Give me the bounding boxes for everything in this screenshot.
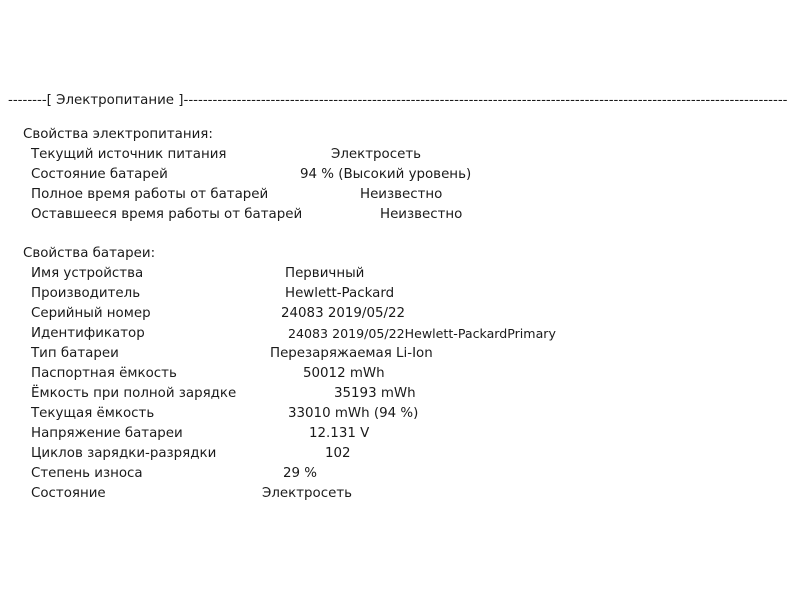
battery-row-label: Состояние [31, 486, 106, 501]
battery-row-value: Электросеть [262, 486, 353, 501]
battery-row-label: Степень износа [31, 466, 143, 481]
battery-row-value: 50012 mWh [303, 366, 385, 381]
battery-row-label: Текущая ёмкость [31, 406, 155, 421]
power-row-label: Полное время работы от батарей [31, 187, 269, 202]
battery-section-heading: Свойства батареи: [23, 246, 156, 261]
battery-row-label: Циклов зарядки-разрядки [31, 446, 217, 461]
power-row-label: Состояние батарей [31, 167, 168, 182]
battery-row-label: Напряжение батареи [31, 426, 183, 441]
power-row-label: Текущий источник питания [31, 147, 227, 162]
battery-row-value: Первичный [285, 266, 365, 281]
battery-row-label: Серийный номер [31, 306, 151, 321]
battery-row-value: 35193 mWh [334, 386, 416, 401]
battery-row-value: 24083 2019/05/22 [281, 306, 406, 321]
battery-row-value: Hewlett-Packard [285, 286, 395, 301]
battery-row-value: 24083 2019/05/22Hewlett-PackardPrimary [288, 326, 556, 341]
battery-row-label: Производитель [31, 286, 141, 301]
battery-row-value: 29 % [283, 466, 318, 481]
power-section-heading: Свойства электропитания: [23, 127, 213, 142]
section-header-line [8, 92, 788, 110]
battery-row-value: 102 [325, 446, 351, 461]
header-left-dashes: --------[ [8, 93, 52, 108]
battery-row-label: Имя устройства [31, 266, 144, 281]
battery-row-value: 33010 mWh (94 %) [288, 406, 419, 421]
header-right-dashes: ]----------------------------------------------------------------------------------------------------------------------------- [178, 93, 788, 108]
battery-row-label: Идентификатор [31, 326, 145, 341]
power-row-value: 94 % (Высокий уровень) [300, 167, 472, 182]
battery-row-label: Ёмкость при полной зарядке [31, 386, 237, 401]
power-row-value: Неизвестно [360, 187, 443, 202]
power-row-label: Оставшееся время работы от батарей [31, 207, 303, 222]
battery-row-value: 12.131 V [309, 426, 370, 441]
battery-row-label: Паспортная ёмкость [31, 366, 177, 381]
power-row-value: Неизвестно [380, 207, 463, 222]
battery-row-value: Перезаряжаемая Li-Ion [270, 346, 433, 361]
power-row-value: Электросеть [331, 147, 422, 162]
battery-row-label: Тип батареи [31, 346, 119, 361]
section-title: Электропитание [51, 93, 179, 108]
